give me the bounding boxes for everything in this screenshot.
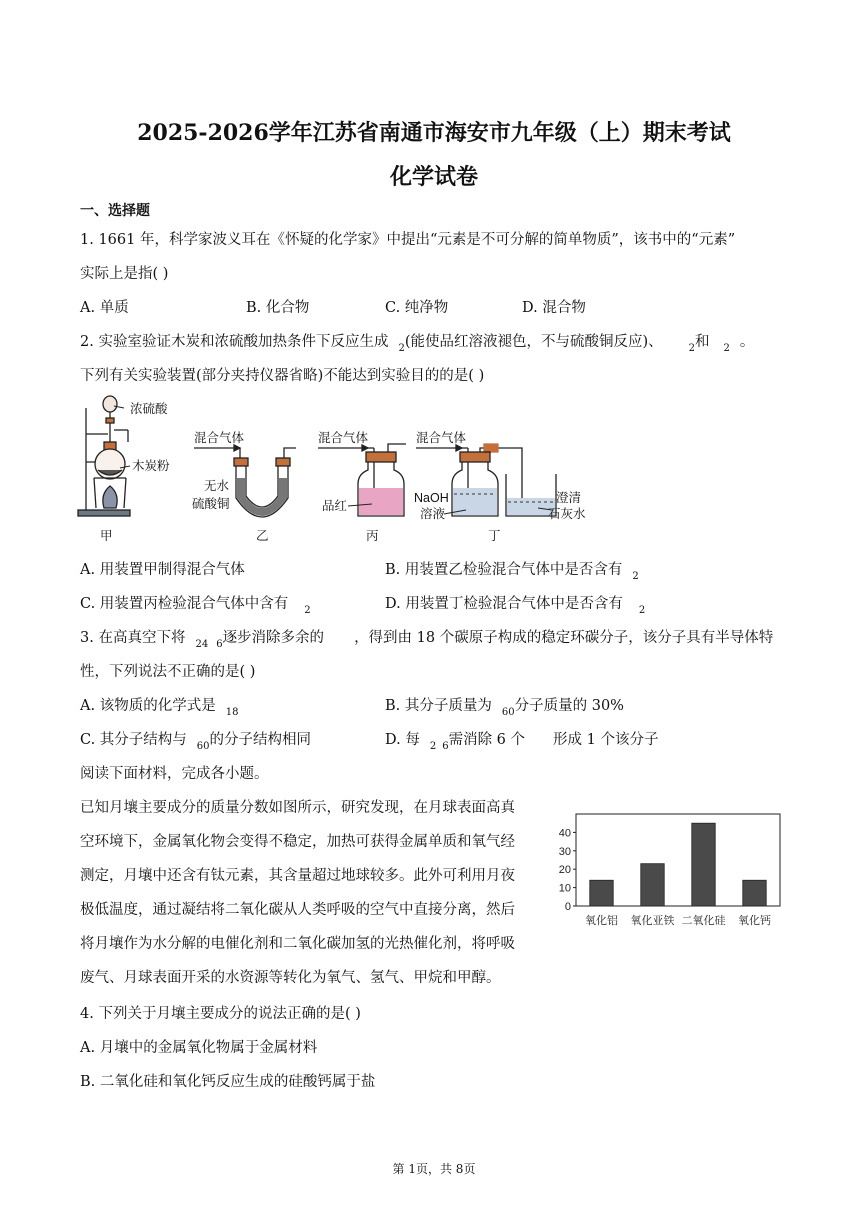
apparatus-ding <box>416 444 556 516</box>
q1-stem-line1: 1. 1661 年，科学家波义耳在《怀疑的化学家》中提出“元素是不可分解的简单物质”，该书中的“元素” <box>80 232 736 248</box>
passage-line: 已知月壤主要成分的质量分数如图所示，研究发现，在月球表面高真 <box>80 800 515 816</box>
label-limewater-2: 石灰水 <box>548 507 586 521</box>
q1-option-a: A. 单质 <box>80 300 129 316</box>
label-naoh-1: NaOH <box>414 491 449 505</box>
q3-option-a-text: A. 该物质的化学式是 <box>80 698 216 714</box>
soil-composition-chart <box>552 810 792 936</box>
q3-stem-part2: 逐步消除多余的 <box>222 630 325 646</box>
label-charcoal: 木炭粉 <box>132 459 170 473</box>
q2-option-b-text: B. 用装置乙检验混合气体中是否含有 <box>385 562 623 578</box>
y-tick-label: 30 <box>558 845 571 858</box>
q4-option-b: B. 二氧化硅和氧化钙反应生成的硅酸钙属于盐 <box>80 1074 376 1090</box>
bar-4 <box>743 880 766 906</box>
caption-bing: 丙 <box>366 529 379 542</box>
q3-option-d-sub1: 2 <box>429 741 437 752</box>
q3-option-a <box>80 694 239 718</box>
passage-line: 极低温度，通过凝结将二氧化碳从人类呼吸的空气中直接分离，然后 <box>80 902 515 918</box>
q3-option-d-part3: 形成 1 个该分子 <box>553 732 659 748</box>
label-naoh-2: 溶液 <box>420 507 446 521</box>
q1-stem-line2: 实际上是指( ) <box>80 266 169 282</box>
x-category-label: 氧化亚铁 <box>630 915 675 927</box>
q2-option-b-sub: 2 <box>632 571 639 582</box>
y-tick-label: 20 <box>558 864 571 877</box>
q2-stem-part3: 和 <box>695 334 710 350</box>
q2-stem-line2: 下列有关实验装置(部分夹持仪器省略)不能达到实验目的的是( ) <box>80 368 485 384</box>
q1-option-d: D. 混合物 <box>522 300 586 316</box>
page-title: 2025-2026学年江苏省南通市海安市九年级（上）期末考试 <box>137 120 731 146</box>
passage-line: 测定，月壤中还含有钛元素，其含量超过地球较多。此外可利用月夜 <box>80 868 515 884</box>
q3-option-d-part1: D. 每 <box>385 732 420 748</box>
page-subtitle: 化学试卷 <box>389 164 478 190</box>
bar-3 <box>692 823 715 906</box>
q2-option-c-text: C. 用装置丙检验混合气体中含有 <box>80 596 289 612</box>
q2-option-c <box>80 592 311 616</box>
q2-option-a: A. 用装置甲制得混合气体 <box>80 562 245 578</box>
q3-stem-line1 <box>80 626 774 650</box>
q4-option-a: A. 月壤中的金属氧化物属于金属材料 <box>80 1040 318 1056</box>
q2-option-d-sub: 2 <box>638 605 646 616</box>
q3-option-b-sub: 60 <box>501 707 515 718</box>
x-category-label: 氧化钙 <box>738 915 771 927</box>
q2-option-d <box>385 592 646 616</box>
label-limewater-1: 澄清 <box>556 491 582 505</box>
q3-option-d-part2: 需消除 6 个 <box>448 732 526 748</box>
reading-intro: 阅读下面材料，完成各小题。 <box>80 766 269 782</box>
y-tick-label: 0 <box>564 901 571 913</box>
q3-option-b-part1: B. 其分子质量为 <box>385 698 492 714</box>
bar-1 <box>590 880 613 906</box>
q3-option-c-part2: 的分子结构相同 <box>209 732 312 748</box>
q2-stem-part2: (能使品红溶液褪色，不与硫酸铜反应)、 <box>404 334 663 350</box>
q2-stem-part1: 2. 实验室验证木炭和浓硫酸加热条件下反应生成 <box>80 334 389 350</box>
q2-option-c-sub: 2 <box>304 605 311 616</box>
q3-option-c-part1: C. 其分子结构与 <box>80 732 187 748</box>
bar-2 <box>641 864 664 906</box>
caption-jia: 甲 <box>100 529 113 542</box>
q2-sub1: 2 <box>398 343 405 354</box>
x-category-label: 二氧化硅 <box>681 915 726 927</box>
x-category-label: 氧化铝 <box>585 915 618 927</box>
y-tick-label: 10 <box>558 882 571 895</box>
q2-option-b <box>385 558 639 582</box>
q3-option-d <box>385 728 659 752</box>
passage-line: 将月壤作为水分解的电催化剂和二氧化碳加氢的光热催化剂，将呼吸 <box>80 936 515 952</box>
q2-stem-part4: 。 <box>739 334 755 350</box>
apparatus-jia <box>78 396 130 516</box>
label-pinhong: 品红 <box>322 499 348 513</box>
caption-ding: 丁 <box>488 529 501 542</box>
apparatus-figure <box>76 390 596 542</box>
q2-sub2: 2 <box>688 343 696 354</box>
label-mixed-gas-2: 混合气体 <box>318 431 369 445</box>
passage-line: 空环境下，金属氧化物会变得不稳定，加热可获得金属单质和氧气经 <box>80 834 515 850</box>
q3-stem-line2: 性，下列说法不正确的是( ) <box>80 664 256 680</box>
q2-option-d-text: D. 用装置丁检验混合气体中是否含有 <box>385 596 623 612</box>
q3-option-c <box>80 728 312 752</box>
label-mixed-gas-3: 混合气体 <box>416 431 467 445</box>
q3-option-b <box>385 694 624 718</box>
q3-option-d-sub2: 6 <box>442 741 449 752</box>
label-anhydrous-1: 无水 <box>204 479 230 493</box>
caption-yi: 乙 <box>256 529 269 542</box>
y-tick-label: 40 <box>558 827 571 840</box>
q3-option-a-sub: 18 <box>225 707 239 718</box>
q3-option-c-sub: 60 <box>196 741 210 752</box>
q3-stem-part1: 3. 在高真空下将 <box>80 630 186 646</box>
q1-option-b: B. 化合物 <box>246 300 310 316</box>
q2-sub3: 2 <box>723 343 730 354</box>
passage-line: 废气、月球表面开采的水资源等转化为氧气、氢气、甲烷和甲醇。 <box>80 970 501 986</box>
page-footer: 第 1页，共 8页 <box>392 1162 476 1176</box>
q4-stem: 4. 下列关于月壤主要成分的说法正确的是( ) <box>80 1006 361 1022</box>
q3-sub-a: 24 <box>195 639 209 650</box>
q3-option-b-part2: 分子质量的 30% <box>514 698 624 714</box>
q1-option-c: C. 纯净物 <box>385 300 449 316</box>
label-mixed-gas-1: 混合气体 <box>194 431 245 445</box>
q3-stem-part3: ，得到由 18 个碳原子构成的稳定环碳分子，该分子具有半导体特 <box>354 630 774 646</box>
label-conc-acid: 浓硫酸 <box>130 402 168 416</box>
section-heading: 一、选择题 <box>80 203 150 219</box>
q3-sub-b: 6 <box>216 639 223 650</box>
q2-stem-line1 <box>80 330 755 354</box>
label-anhydrous-2: 硫酸铜 <box>192 497 230 511</box>
